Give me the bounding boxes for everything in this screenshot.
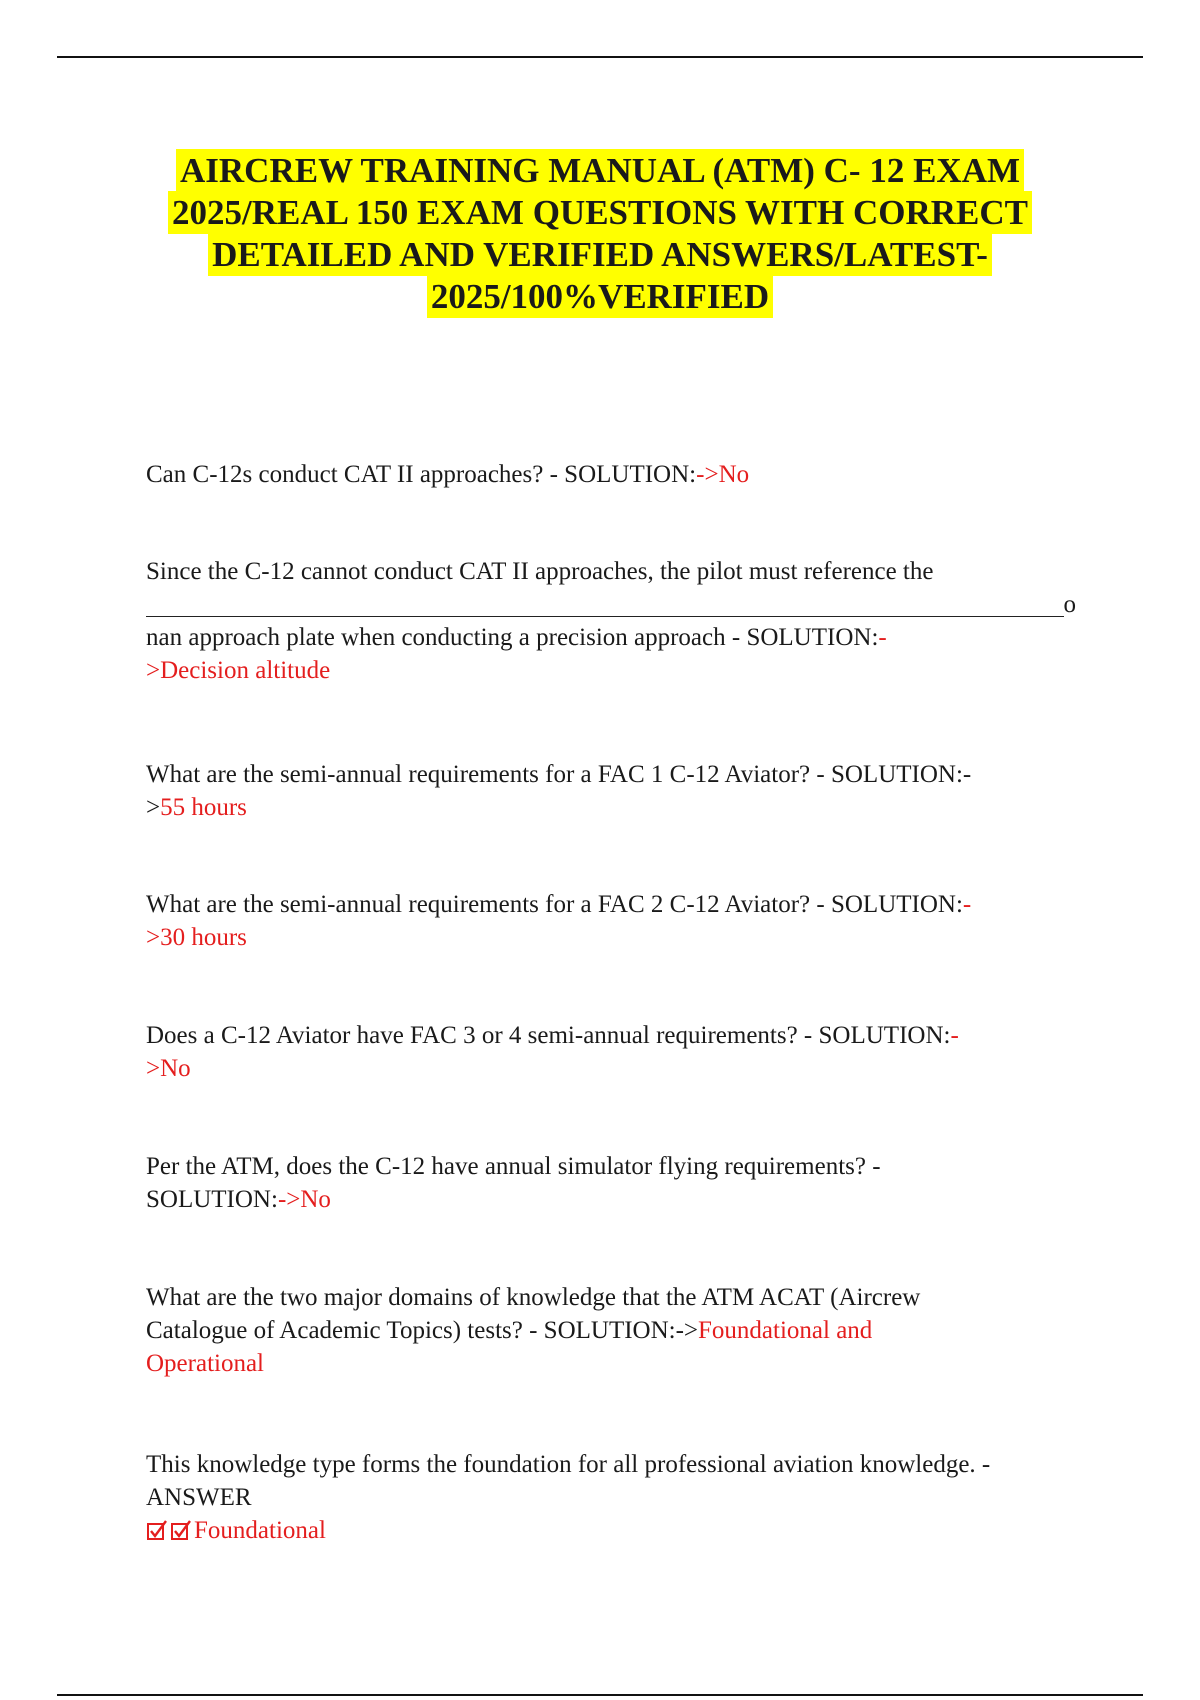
answer-text: No: [300, 1186, 331, 1213]
blank-underline: [146, 596, 1064, 617]
blank-suffix: o: [1063, 591, 1076, 618]
solution-arrow: ->: [696, 461, 719, 488]
answer-text: Foundational: [194, 1517, 326, 1544]
question-text-continued: nan approach plate when conducting a precision approach - SOLUTION:: [146, 624, 879, 651]
question-text: Per the ATM, does the C-12 have annual simulator flying requirements? -: [146, 1153, 881, 1180]
question-text: This knowledge type forms the foundation for all professional aviation knowledge. -: [146, 1451, 991, 1478]
question-text: Since the C-12 cannot conduct CAT II approaches, the pilot must reference the: [146, 558, 934, 585]
checkbox-checked-icon: [170, 1517, 192, 1539]
solution-arrow: >: [146, 794, 161, 821]
question-text-continued: SOLUTION:: [146, 1186, 278, 1213]
question-text: What are the semi-annual requirements for a FAC 2 C-12 Aviator? - SOLUTION:: [146, 891, 963, 918]
answer-text-continued: Operational: [146, 1350, 265, 1377]
answer-text: No: [160, 1055, 191, 1082]
qa-item-3: [146, 758, 1096, 824]
title-line-4: 2025/100%VERIFIED: [427, 275, 773, 318]
question-text: Does a C-12 Aviator have FAC 3 or 4 semi-annual requirements? - SOLUTION:: [146, 1022, 951, 1049]
title-line-2: 2025/REAL 150 EXAM QUESTIONS WITH CORRECT: [168, 191, 1032, 234]
solution-arrow: -: [878, 624, 887, 651]
answer-text: No: [718, 461, 750, 488]
solution-arrow: ->: [277, 1186, 301, 1213]
solution-arrow: -: [962, 891, 972, 918]
qa-item-8: [146, 1448, 1096, 1547]
question-text: What are the semi-annual requirements for a FAC 1 C-12 Aviator? - SOLUTION:-: [146, 761, 972, 788]
question-text: What are the two major domains of knowledge that the ATM ACAT (Aircrew: [146, 1284, 921, 1311]
title-line-3: DETAILED AND VERIFIED ANSWERS/LATEST-: [208, 233, 992, 276]
solution-arrow-continued: >: [146, 657, 161, 684]
qa-item-1: [146, 458, 1096, 491]
qa-item-2: [146, 555, 1096, 687]
solution-arrow-continued: >: [146, 1055, 161, 1082]
document-title: [100, 150, 1100, 318]
qa-item-7: [146, 1281, 1096, 1380]
qa-item-5: [146, 1019, 1096, 1085]
answer-text: Foundational and: [698, 1317, 873, 1344]
header-rule: [57, 56, 1143, 58]
qa-item-6: [146, 1150, 1096, 1216]
answer-text: Decision altitude: [160, 657, 331, 684]
fill-in-blank: [146, 588, 1076, 621]
question-text: Can C-12s conduct CAT II approaches? - SOLUTION:: [146, 461, 697, 488]
answer-text: 30 hours: [160, 924, 247, 951]
qa-item-4: [146, 888, 1096, 954]
title-line-1: AIRCREW TRAINING MANUAL (ATM) C- 12 EXAM: [176, 149, 1024, 192]
answer-text: 55 hours: [160, 794, 247, 821]
solution-arrow-continued: >: [146, 924, 161, 951]
checkbox-checked-icon: [146, 1517, 168, 1539]
question-text-continued: Catalogue of Academic Topics) tests? - SOLUTION:->: [146, 1317, 699, 1344]
footer-rule: [57, 1694, 1143, 1696]
answer-label: ANSWER: [146, 1484, 252, 1511]
solution-arrow: -: [950, 1022, 959, 1049]
